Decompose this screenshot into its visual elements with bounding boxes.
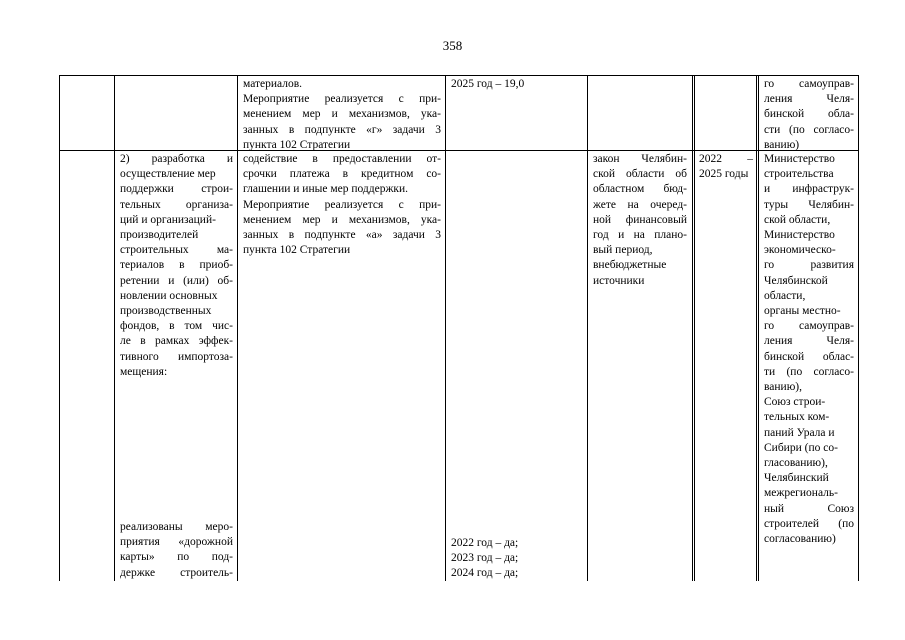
column-divider-double: [756, 75, 759, 581]
table-left-border: [59, 75, 60, 581]
text-line: ванию): [764, 138, 800, 151]
text-line: 2025 годы: [699, 168, 749, 181]
table-top-border: [59, 75, 859, 76]
text-line: мещения:: [120, 365, 168, 378]
text-line: го самоуправ-: [764, 320, 854, 333]
text-line: ретении и (или) об-: [120, 274, 233, 287]
text-line: Союз строи-: [764, 396, 826, 409]
text-line: 2) разработка и: [120, 153, 233, 165]
column-divider: [114, 75, 115, 581]
row2-period-cell: [699, 152, 753, 182]
text-line: строительства: [764, 168, 834, 181]
text-line: туры Челябин-: [764, 198, 854, 211]
text-line: срочки платежа в кредитном со-: [243, 168, 441, 181]
text-line: ти (по согласо-: [764, 365, 854, 378]
text-line: бинской обла-: [764, 108, 854, 121]
text-line: тельных ком-: [764, 411, 830, 424]
column-divider: [445, 75, 446, 581]
text-line: год и на плано-: [593, 229, 687, 242]
text-line: паний Урала и: [764, 426, 835, 439]
text-line: строителей (по: [764, 517, 854, 530]
text-line: ской области,: [764, 213, 831, 226]
text-line: экономическо-: [764, 244, 836, 257]
text-line: Сибири (по со-: [764, 441, 838, 454]
row2-funding-source-cell: [593, 152, 687, 289]
text-line: вый период,: [593, 244, 653, 257]
text-line: 2025 год – 19,0: [451, 78, 525, 90]
text-line: содействие в предоставлении от-: [243, 153, 441, 165]
text-line: материалов.: [243, 78, 303, 90]
text-line: областном бюд-: [593, 183, 687, 196]
text-line: 2023 год – да;: [451, 552, 519, 565]
text-line: межрегиональ-: [764, 487, 838, 500]
text-line: сти (по согласо-: [764, 123, 854, 136]
text-line: занных в подпункте «а» задачи 3: [243, 229, 441, 242]
text-line: поддержки строи-: [120, 183, 233, 196]
text-line: строительных ма-: [120, 244, 233, 257]
text-line: ций и организаций-: [120, 213, 216, 226]
row2-task-result-cell: [120, 520, 233, 581]
text-line: го самоуправ-: [764, 78, 854, 90]
text-line: внебюджетные: [593, 259, 667, 272]
row2-description-cell: [243, 152, 441, 258]
text-line: ления Челя-: [764, 93, 854, 106]
text-line: Мероприятие реализуется с при-: [243, 93, 441, 106]
text-line: 2024 год – да;: [451, 567, 519, 580]
text-line: ный Союз: [764, 502, 854, 515]
row2-task-cell: [120, 152, 233, 380]
page-number: 358: [442, 38, 463, 53]
text-line: области,: [764, 289, 806, 302]
text-line: менением мер и механизмов, ука-: [243, 213, 441, 226]
text-line: тельных организа-: [120, 198, 233, 211]
text-line: териалов в приоб-: [120, 259, 233, 272]
text-line: бинской облас-: [764, 350, 854, 363]
text-line: карты» по под-: [120, 551, 233, 564]
text-line: Министерство: [764, 229, 835, 242]
text-line: жете на очеред-: [593, 198, 687, 211]
row2-indicator-cell: [451, 536, 583, 582]
text-line: Челябинский: [764, 472, 829, 485]
text-line: ванию),: [764, 381, 802, 394]
text-line: 2022 –: [699, 153, 753, 165]
row1-executor-cell: [764, 77, 854, 153]
column-divider: [587, 75, 588, 581]
text-line: ления Челя-: [764, 335, 854, 348]
text-line: осуществление мер: [120, 168, 216, 181]
text-line: гласованию),: [764, 457, 828, 470]
text-line: ской области об: [593, 168, 687, 181]
text-line: Челябинской: [764, 274, 828, 287]
text-line: приятия «дорожной: [120, 536, 233, 549]
text-line: производственных: [120, 305, 212, 318]
text-line: менением мер и механизмов, ука-: [243, 108, 441, 121]
text-line: производителей: [120, 229, 199, 242]
text-line: го развития: [764, 259, 854, 272]
table-right-border: [858, 75, 859, 581]
text-line: закон Челябин-: [593, 153, 687, 165]
text-line: источники: [593, 274, 645, 287]
text-line: пункта 102 Стратегии: [243, 138, 351, 151]
text-line: органы местно-: [764, 305, 841, 318]
text-line: тивного импортоза-: [120, 350, 233, 363]
row1-description-cell: [243, 77, 441, 153]
text-line: 2022 год – да;: [451, 537, 519, 549]
text-line: занных в подпункте «г» задачи 3: [243, 123, 441, 136]
column-divider-double: [692, 75, 695, 581]
row2-executor-cell: [764, 152, 854, 547]
text-line: Министерство: [764, 153, 835, 165]
text-line: Мероприятие реализуется с при-: [243, 198, 441, 211]
text-line: согласованию): [764, 533, 836, 546]
row-divider: [59, 150, 859, 151]
text-line: ной финансовый: [593, 213, 687, 226]
row1-indicator-cell: [451, 77, 583, 92]
text-line: ле в рамках эффек-: [120, 335, 233, 348]
text-line: держке строитель-: [120, 566, 233, 579]
column-divider: [237, 75, 238, 581]
text-line: реализованы меро-: [120, 521, 233, 533]
text-line: новлении основных: [120, 289, 218, 302]
text-line: пункта 102 Стратегии: [243, 244, 351, 257]
text-line: глашении и иные мер поддержки.: [243, 183, 409, 196]
text-line: и инфраструк-: [764, 183, 854, 196]
text-line: фондов, в том чис-: [120, 320, 233, 333]
